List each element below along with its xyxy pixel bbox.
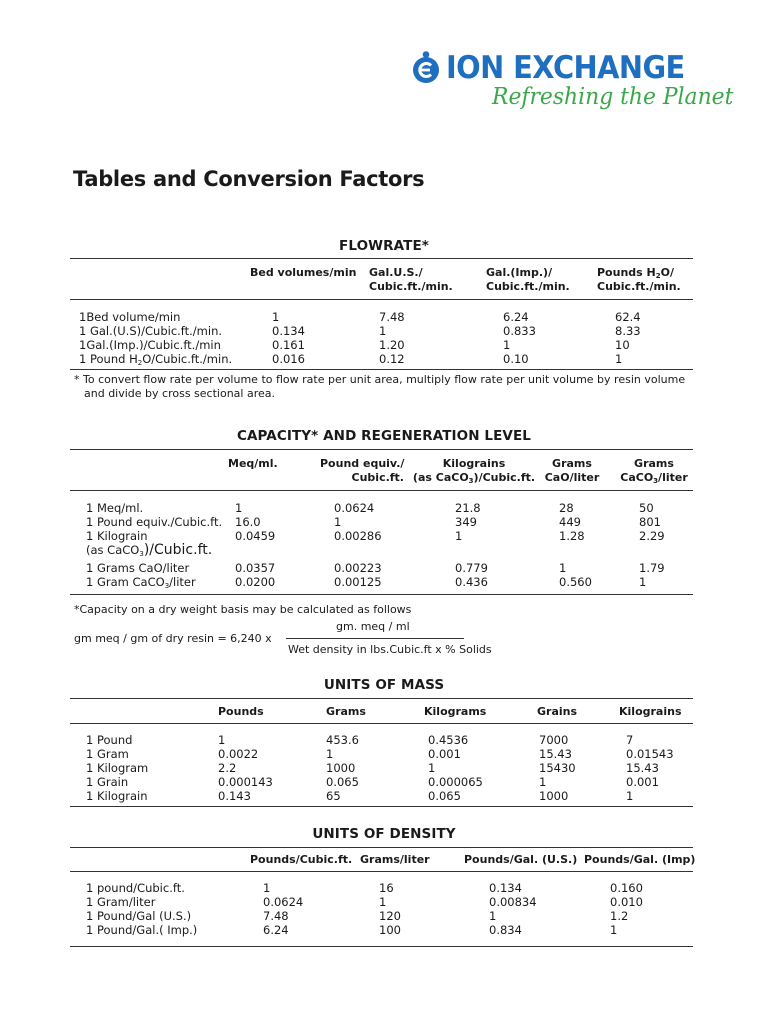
column-header: Kilograms — [424, 705, 487, 718]
footnote: and divide by cross sectional area. — [84, 387, 275, 400]
column-header: Grams/liter — [360, 853, 430, 866]
brand-tagline: Refreshing the Planet — [492, 84, 734, 110]
table-row: (as CaCO$_3$)/Cubic.ft. — [86, 542, 213, 558]
divider — [70, 594, 693, 595]
column-header: Meq/ml. — [228, 457, 278, 470]
column-header: Kilograins — [619, 705, 682, 718]
column-header: Grains — [537, 705, 578, 718]
page-title: Tables and Conversion Factors — [73, 167, 425, 191]
divider — [70, 369, 693, 370]
column-header: Gal.(Imp.)/ Cubic.ft./min. — [486, 266, 570, 293]
divider — [70, 946, 693, 947]
column-header: Grams CaCO$_3$/liter — [620, 457, 688, 485]
divider — [70, 723, 693, 724]
divider — [70, 806, 693, 807]
column-header: Pounds/Gal. (Imp) — [584, 853, 696, 866]
divider — [70, 449, 693, 450]
column-header: Kilograins (as CaCO$_3$)/Cubic.ft. — [412, 457, 536, 485]
divider — [70, 698, 693, 699]
footnote: *Capacity on a dry weight basis may be calculated as follows — [74, 603, 412, 616]
column-header: Gal.U.S./ Cubic.ft./min. — [369, 266, 453, 293]
column-header: Pounds/Cubic.ft. — [250, 853, 353, 866]
flowrate-title: FLOWRATE* — [339, 238, 429, 254]
formula-numerator: gm. meq / ml — [336, 620, 410, 633]
column-header: Grams CaO/liter — [544, 457, 600, 484]
formula-denominator: Wet density in lbs.Cubic.ft x % Solids — [288, 643, 492, 656]
column-header: Bed volumes/min — [250, 266, 357, 279]
column-header: Pounds — [218, 705, 264, 718]
divider — [70, 258, 693, 259]
formula-left: gm meq / gm of dry resin = 6,240 x — [74, 632, 272, 645]
density-title: UNITS OF DENSITY — [312, 826, 456, 842]
ion-exchange-logo-icon — [409, 51, 443, 85]
divider — [70, 490, 693, 491]
brand-name: ION EXCHANGE — [446, 50, 685, 86]
mass-title: UNITS OF MASS — [323, 677, 445, 693]
fraction-bar — [286, 638, 464, 639]
column-header: Pound equiv./ Cubic.ft. — [320, 457, 405, 484]
column-header: Grams — [326, 705, 366, 718]
divider — [70, 847, 693, 848]
divider — [70, 871, 693, 872]
column-header: Pounds $H_2O/$ Cubic.ft./min. — [597, 266, 681, 293]
capacity-title: CAPACITY* AND REGENERATION LEVEL — [236, 428, 532, 444]
divider — [70, 299, 693, 300]
column-header: Pounds/Gal. (U.S.) — [464, 853, 578, 866]
footnote: * To convert flow rate per volume to flow rate per unit area, multiply flow rate per unit volume by resin volume — [74, 373, 686, 386]
